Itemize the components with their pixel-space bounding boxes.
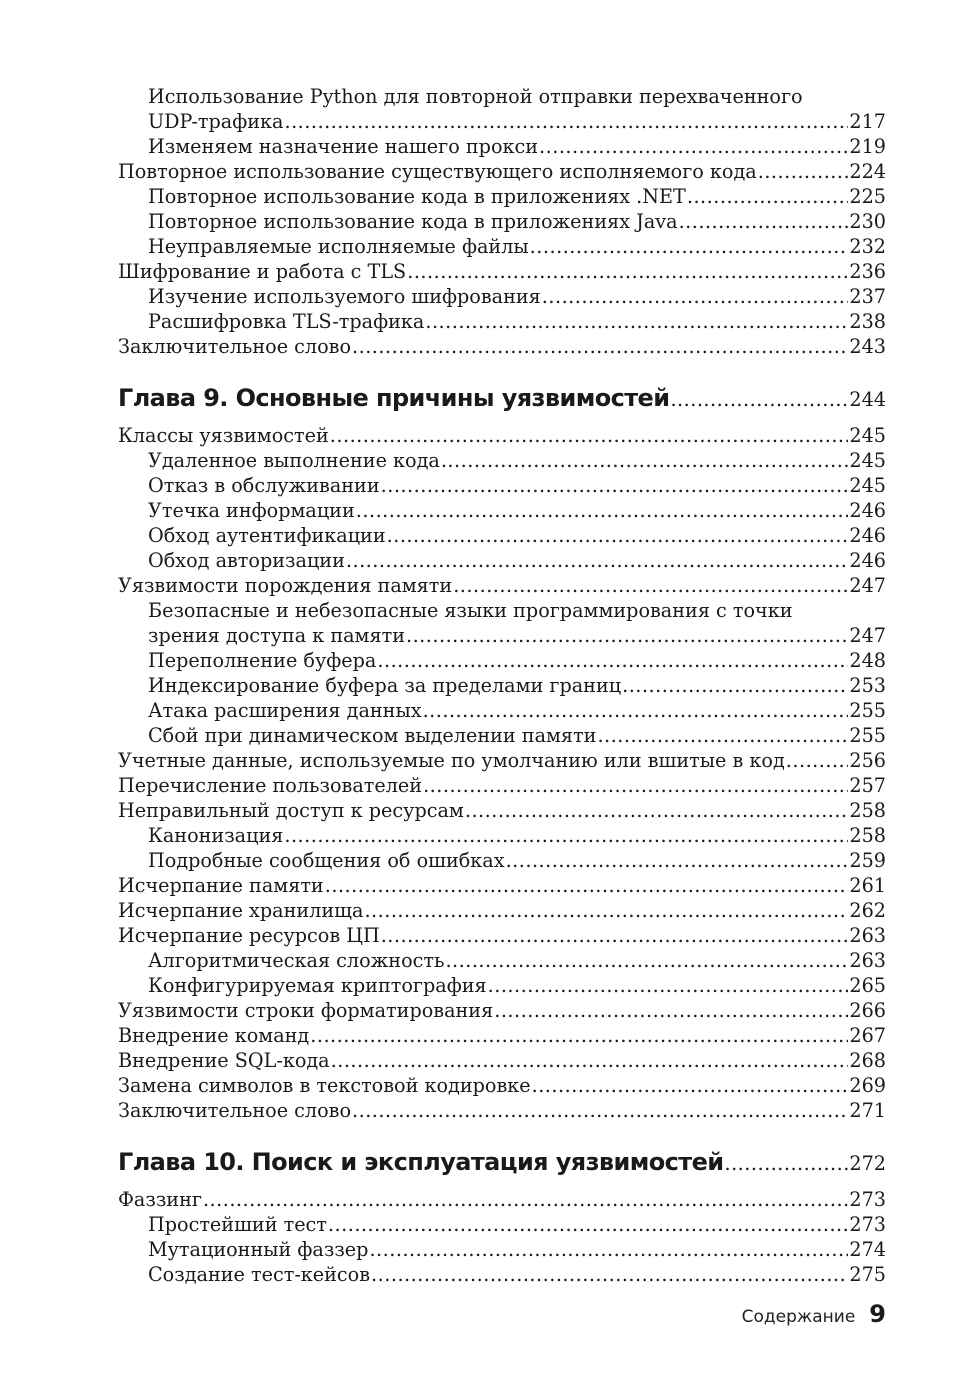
- toc-entry: [118, 423, 886, 448]
- dot-leader: [423, 698, 849, 723]
- toc-page-number: 245: [849, 449, 886, 472]
- toc-entry-title: Исчерпание памяти: [118, 874, 324, 897]
- toc-page-number: 258: [849, 824, 886, 847]
- toc-entry-title: Подробные сообщения об ошибках: [148, 849, 505, 872]
- toc-page-number: 266: [849, 999, 886, 1022]
- toc-entry-title: Фаззинг: [118, 1188, 202, 1211]
- toc-entry: [118, 998, 886, 1023]
- dot-leader: [488, 973, 849, 998]
- dot-leader: [758, 159, 849, 184]
- toc-entry: [118, 548, 886, 573]
- toc-entry: [118, 748, 886, 773]
- toc-page-number: 243: [849, 335, 886, 358]
- toc-entry: [118, 448, 886, 473]
- toc-entry: [118, 134, 886, 159]
- toc-entry-title: Изменяем назначение нашего прокси: [148, 135, 539, 158]
- toc-entry: [118, 823, 886, 848]
- toc-entry-title: Замена символов в текстовой кодировке: [118, 1074, 531, 1097]
- toc-entry-title: Утечка информации: [148, 499, 355, 522]
- toc-page-number: 263: [849, 949, 886, 972]
- dot-leader: [407, 259, 848, 284]
- dot-leader: [506, 848, 849, 873]
- toc-page-number: 273: [849, 1213, 886, 1236]
- toc-page-number: 255: [849, 724, 886, 747]
- dot-leader: [687, 184, 849, 209]
- toc-entry: [118, 473, 886, 498]
- toc-entry-title: Внедрение команд: [118, 1024, 310, 1047]
- dot-leader: [445, 948, 848, 973]
- page-footer: [742, 1300, 886, 1328]
- toc-entry: [118, 1237, 886, 1262]
- toc-entry: [118, 873, 886, 898]
- toc-entry-title: Отказ в обслуживании: [148, 474, 380, 497]
- dot-leader: [786, 748, 849, 773]
- toc-page-number: 275: [849, 1263, 886, 1286]
- toc-page-number: 246: [849, 524, 886, 547]
- toc-entry-title: Уязвимости порождения памяти: [118, 574, 453, 597]
- dot-leader: [425, 309, 848, 334]
- toc-entry: [118, 573, 886, 598]
- toc-entry-title: Конфигурируемая криптография: [148, 974, 487, 997]
- toc-entry: [118, 523, 886, 548]
- toc-entry-title: Создание тест-кейсов: [148, 1263, 371, 1286]
- toc-entry-title: Неправильный доступ к ресурсам: [118, 799, 464, 822]
- toc-entry: [118, 848, 886, 873]
- toc-chapter-heading: [118, 1143, 886, 1183]
- toc-page-number: 247: [849, 624, 886, 647]
- dot-leader: [310, 1023, 848, 1048]
- dot-leader: [328, 1212, 848, 1237]
- toc-page-number: 219: [849, 135, 886, 158]
- dot-leader: [369, 1237, 848, 1262]
- dot-leader: [377, 648, 848, 673]
- dot-leader: [453, 573, 848, 598]
- dot-leader: [441, 448, 849, 473]
- toc-entry-title-line: Безопасные и небезопасные языки программирования с точки: [148, 599, 793, 622]
- toc-page-number: 257: [849, 774, 886, 797]
- toc-page-number: 267: [849, 1024, 886, 1047]
- toc-page-number: 237: [849, 285, 886, 308]
- toc-page-number: 255: [849, 699, 886, 722]
- toc-entry: [118, 648, 886, 673]
- dot-leader: [203, 1187, 848, 1212]
- dot-leader: [330, 423, 849, 448]
- toc-page-number: 262: [849, 899, 886, 922]
- toc-entry: [118, 498, 886, 523]
- toc-page-number: 248: [849, 649, 886, 672]
- toc-page-number: 265: [849, 974, 886, 997]
- page-number: 9: [869, 1300, 886, 1328]
- dot-leader: [356, 498, 849, 523]
- toc-chapter-heading: [118, 379, 886, 419]
- toc-entry-title: Расшифровка TLS-трафика: [148, 310, 425, 333]
- toc-page-number: 232: [849, 235, 886, 258]
- toc-page-number: 246: [849, 549, 886, 572]
- toc-page-number: 273: [849, 1188, 886, 1211]
- toc-entry-title: Атака расширения данных: [148, 699, 422, 722]
- toc-entry-title: Шифрование и работа с TLS: [118, 260, 407, 283]
- toc-entry-title: Неуправляемые исполняемые файлы: [148, 235, 529, 258]
- dot-leader: [352, 334, 848, 359]
- dot-leader: [622, 673, 848, 698]
- toc-entry: [118, 184, 886, 209]
- dot-leader: [494, 998, 848, 1023]
- toc-entry-title: Канонизация: [148, 824, 284, 847]
- toc-entry: [118, 923, 886, 948]
- toc-entry-title: Внедрение SQL-кода: [118, 1049, 330, 1072]
- toc-page-number: 261: [849, 874, 886, 897]
- toc-page-number: 224: [849, 160, 886, 183]
- dot-leader: [542, 284, 849, 309]
- toc-entry: [118, 259, 886, 284]
- toc-entry-title: Индексирование буфера за пределами границ: [148, 674, 622, 697]
- toc-page-number: 245: [849, 474, 886, 497]
- toc-entry: [118, 1073, 886, 1098]
- dot-leader: [284, 823, 848, 848]
- toc-entry-title: Изучение используемого шифрования: [148, 285, 541, 308]
- toc-entry-title: Обход аутентификации: [148, 524, 386, 547]
- toc-entry: [118, 159, 886, 184]
- dot-leader: [352, 1098, 848, 1123]
- dot-leader: [597, 723, 848, 748]
- dot-leader: [364, 898, 848, 923]
- toc-page-number: 272: [849, 1152, 886, 1175]
- toc-entry-title: Исчерпание хранилища: [118, 899, 364, 922]
- dot-leader: [465, 798, 849, 823]
- toc-entry-title: Повторное использование существующего исполняемого кода: [118, 160, 757, 183]
- dot-leader: [406, 623, 848, 648]
- toc-entry-title: Перечисление пользователей: [118, 774, 423, 797]
- toc-entry: [118, 209, 886, 234]
- toc-page-number: 245: [849, 424, 886, 447]
- toc-entry: [118, 1048, 886, 1073]
- dot-leader: [670, 381, 848, 419]
- chapter-title: Глава 10. Поиск и эксплуатация уязвимостей: [118, 1148, 724, 1176]
- toc-page-number: 271: [849, 1099, 886, 1122]
- toc-page-number: 225: [849, 185, 886, 208]
- table-of-contents: [118, 84, 886, 1287]
- toc-entry: [118, 973, 886, 998]
- toc-page-number: 268: [849, 1049, 886, 1072]
- toc-entry: [118, 1187, 886, 1212]
- toc-entry: [118, 673, 886, 698]
- toc-entry-title: Мутационный фаззер: [148, 1238, 369, 1261]
- toc-entry-title: Обход авторизации: [148, 549, 345, 572]
- toc-entry: [118, 1023, 886, 1048]
- toc-page-number: 246: [849, 499, 886, 522]
- dot-leader: [539, 134, 848, 159]
- toc-page-number: 238: [849, 310, 886, 333]
- running-header-label: Содержание: [741, 1307, 856, 1327]
- toc-entry-title: Простейший тест: [148, 1213, 327, 1236]
- toc-page-number: 269: [849, 1074, 886, 1097]
- dot-leader: [530, 234, 849, 259]
- toc-entry: [118, 84, 886, 134]
- toc-entry-title: Уязвимости строки форматирования: [118, 999, 494, 1022]
- toc-entry: [118, 948, 886, 973]
- toc-entry-title: Заключительное слово: [118, 1099, 351, 1122]
- dot-leader: [346, 548, 849, 573]
- toc-entry: [118, 309, 886, 334]
- dot-leader: [381, 473, 849, 498]
- toc-page-number: 259: [849, 849, 886, 872]
- toc-page-number: 230: [849, 210, 886, 233]
- toc-entry-title: Переполнение буфера: [148, 649, 377, 672]
- toc-entry-title: UDP-трафика: [148, 110, 284, 133]
- toc-entry: [118, 1262, 886, 1287]
- toc-entry-title: Сбой при динамическом выделении памяти: [148, 724, 597, 747]
- toc-page-number: 247: [849, 574, 886, 597]
- toc-entry: [118, 1098, 886, 1123]
- toc-entry: [118, 723, 886, 748]
- toc-entry-title-line: Использование Python для повторной отправки перехваченного: [148, 85, 803, 108]
- toc-entry-title: Классы уязвимостей: [118, 424, 329, 447]
- toc-entry: [118, 773, 886, 798]
- toc-entry: [118, 234, 886, 259]
- dot-leader: [532, 1073, 849, 1098]
- toc-page-number: 236: [849, 260, 886, 283]
- dot-leader: [325, 873, 849, 898]
- toc-entry: [118, 898, 886, 923]
- toc-entry: [118, 284, 886, 309]
- toc-entry: [118, 598, 886, 648]
- toc-entry-title: Исчерпание ресурсов ЦП: [118, 924, 380, 947]
- toc-entry-title: Повторное использование кода в приложениях .NET: [148, 185, 686, 208]
- toc-page-number: 274: [849, 1238, 886, 1261]
- toc-page-number: 253: [849, 674, 886, 697]
- toc-entry-title: Повторное использование кода в приложениях Java: [148, 210, 678, 233]
- dot-leader: [381, 923, 849, 948]
- toc-page-number: 256: [849, 749, 886, 772]
- toc-page-number: 258: [849, 799, 886, 822]
- dot-leader: [724, 1145, 848, 1183]
- dot-leader: [423, 773, 848, 798]
- dot-leader: [371, 1262, 848, 1287]
- toc-page-number: 217: [849, 110, 886, 133]
- toc-entry: [118, 1212, 886, 1237]
- dot-leader: [331, 1048, 849, 1073]
- dot-leader: [387, 523, 849, 548]
- toc-entry: [118, 334, 886, 359]
- toc-entry-title: Алгоритмическая сложность: [148, 949, 445, 972]
- toc-page-number: 244: [849, 388, 886, 411]
- toc-page-number: 263: [849, 924, 886, 947]
- toc-entry-title: Заключительное слово: [118, 335, 351, 358]
- toc-entry-title: Учетные данные, используемые по умолчанию или вшитые в код: [118, 749, 785, 772]
- chapter-title: Глава 9. Основные причины уязвимостей: [118, 384, 670, 412]
- toc-entry-title: зрения доступа к памяти: [148, 624, 405, 647]
- toc-entry: [118, 698, 886, 723]
- toc-entry: [118, 798, 886, 823]
- dot-leader: [679, 209, 849, 234]
- dot-leader: [284, 109, 848, 134]
- toc-entry-title: Удаленное выполнение кода: [148, 449, 440, 472]
